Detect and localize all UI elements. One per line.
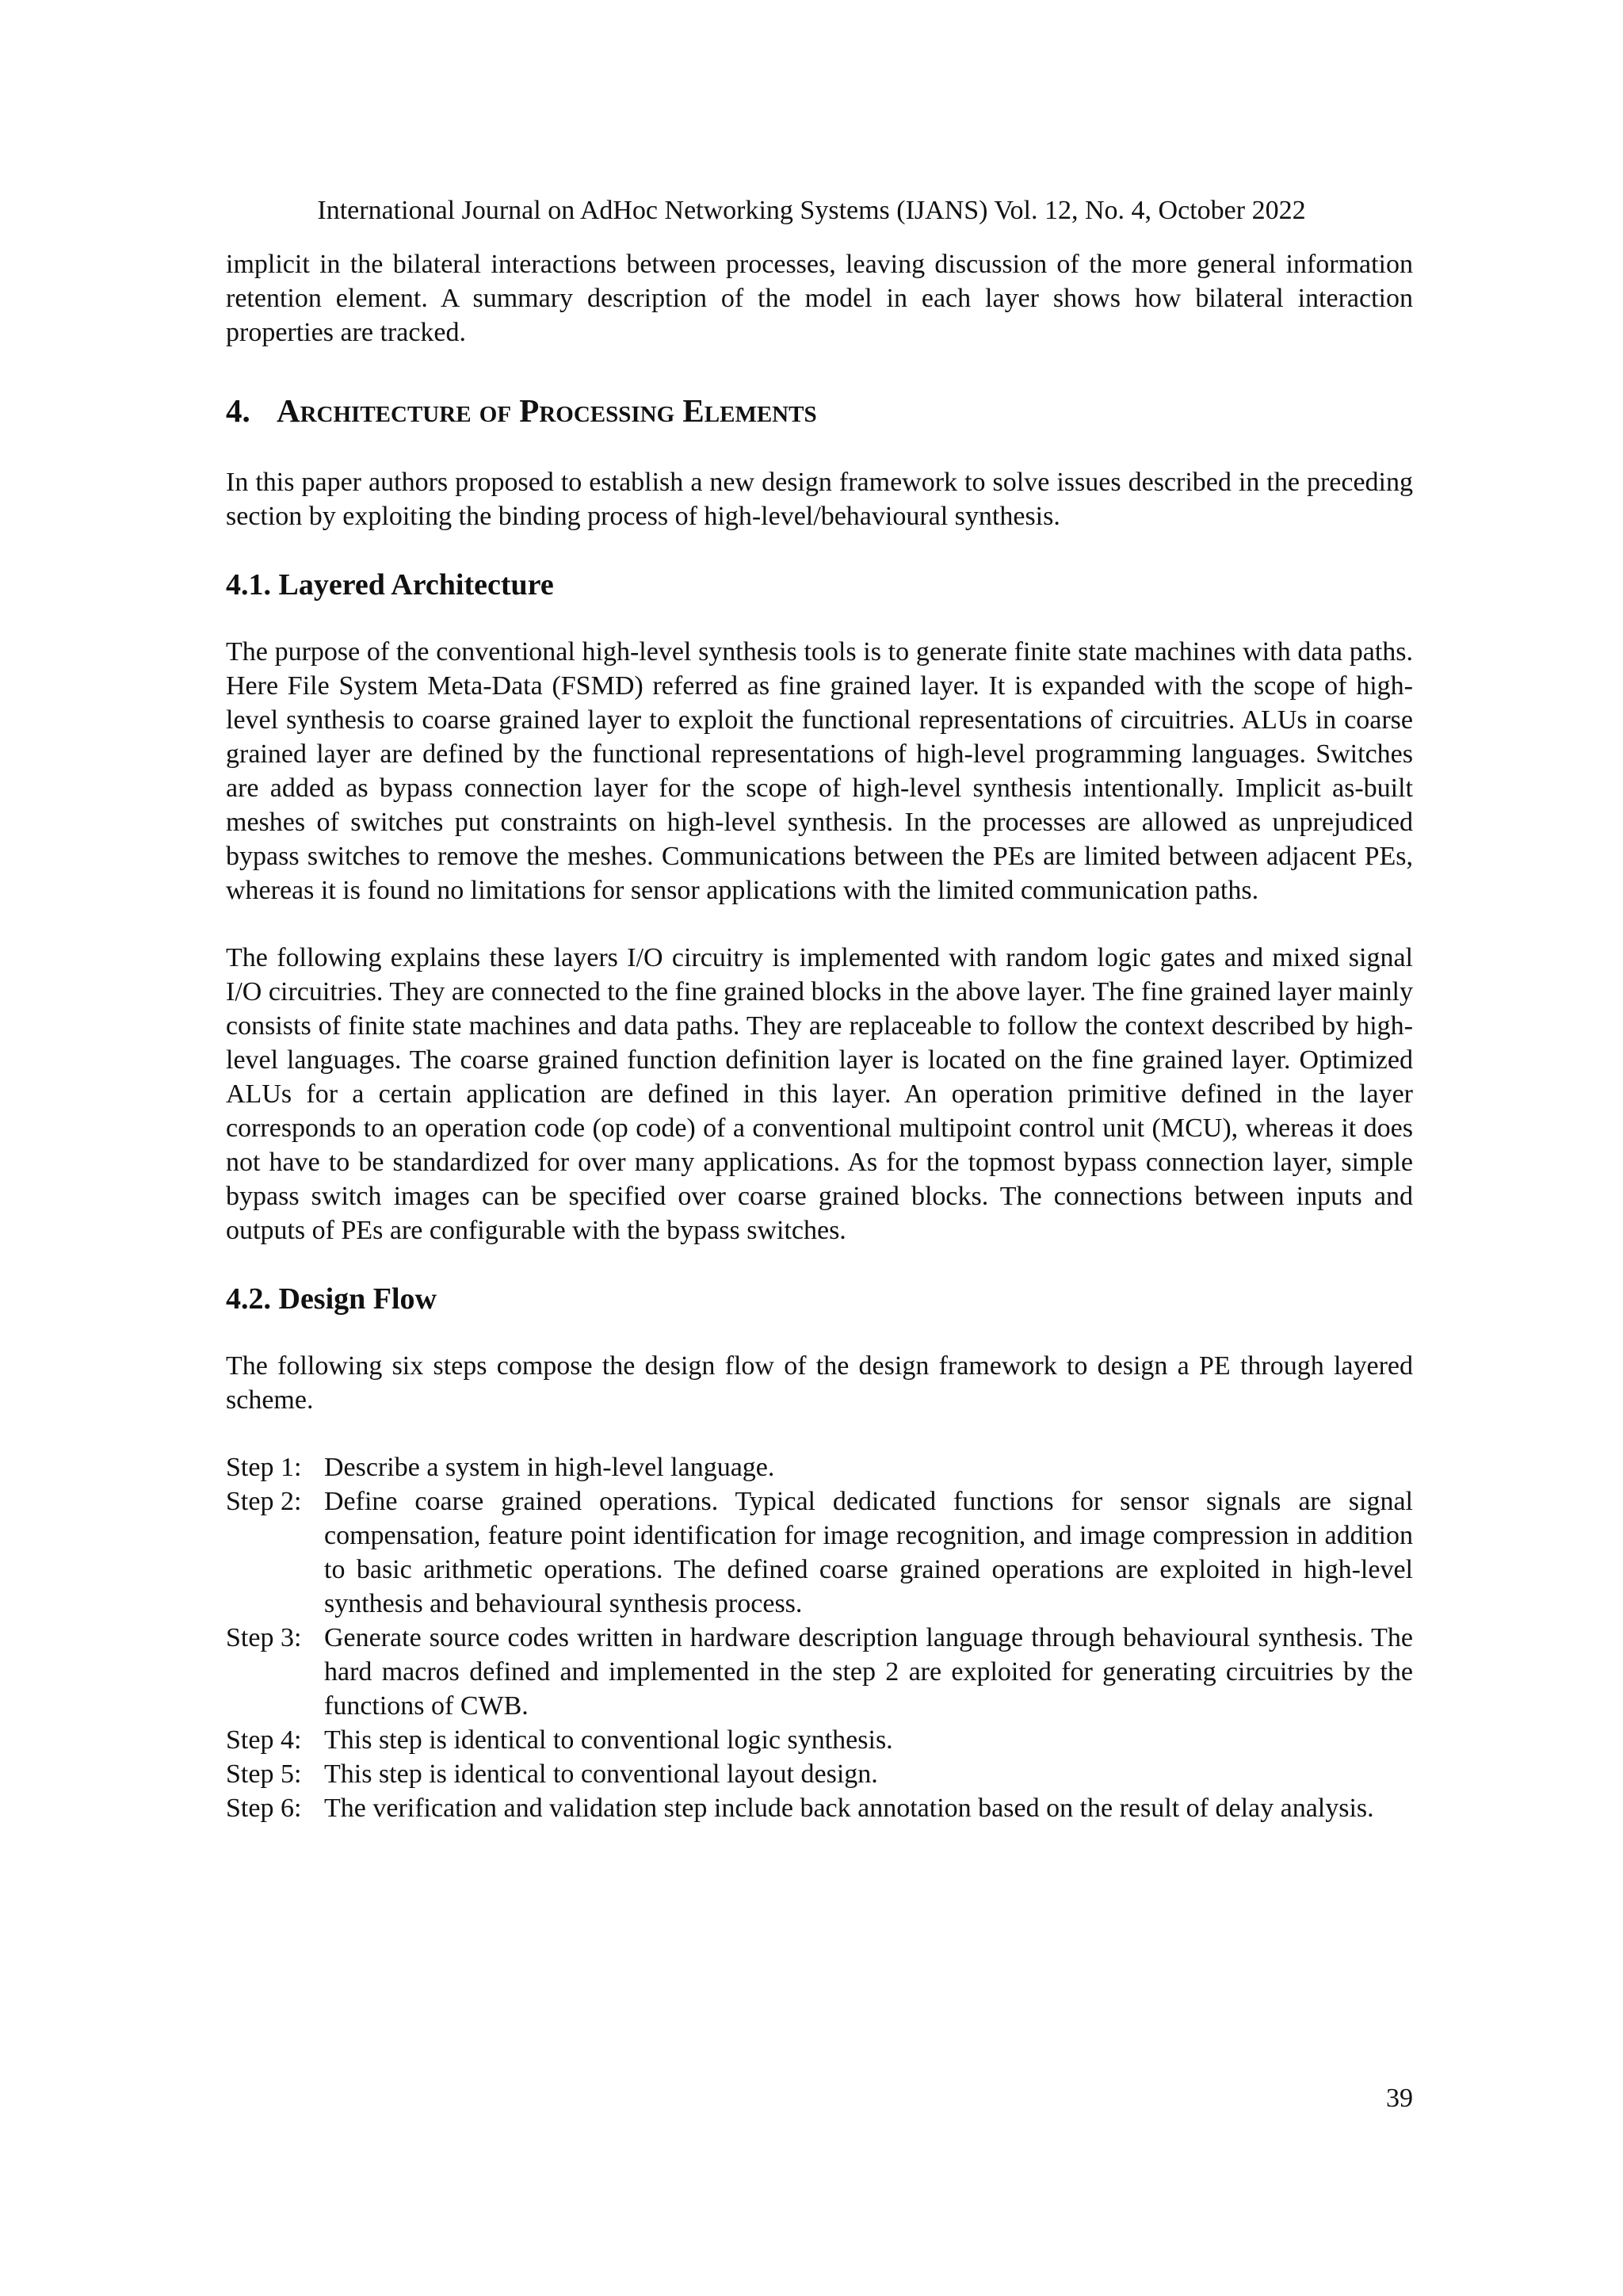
step-text: Describe a system in high-level language. bbox=[324, 1453, 775, 1482]
design-flow-steps bbox=[226, 1450, 1413, 1825]
running-header: International Journal on AdHoc Networking Systems (IJANS) Vol. 12, No. 4, October 2022 bbox=[317, 196, 1306, 225]
step-item bbox=[226, 1621, 1413, 1723]
step-item bbox=[226, 1450, 1413, 1484]
step-item bbox=[226, 1791, 1413, 1825]
section-4-number: 4. bbox=[226, 392, 250, 429]
step-label: Step 5: bbox=[226, 1759, 302, 1789]
intro-paragraph: implicit in the bilateral interactions between processes, leaving discussion of the more general information retention element. A summary description of the model in each layer shows how bilateral interaction properties are tracked. bbox=[226, 250, 1413, 347]
step-item bbox=[226, 1723, 1413, 1757]
page-number: 39 bbox=[1386, 2084, 1413, 2113]
step-text: This step is identical to conventional layout design. bbox=[324, 1759, 878, 1789]
step-item bbox=[226, 1484, 1413, 1621]
step-text: This step is identical to conventional logic synthesis. bbox=[324, 1725, 893, 1755]
subsection-4-1-paragraph-1: The purpose of the conventional high-level synthesis tools is to generate finite state machines with data paths. Here File System Meta-Data (FSMD) referred as fine grained layer. It is expanded with the scope of high-level synthesis to coarse grained layer to exploit the functional representations of circuitries. ALUs in coarse grained layer are defined by the functional representations of high-level programming languages. Switches are added as bypass connection layer for the scope of high-level synthesis intentionally. Implicit as-built meshes of switches put constraints on high-level synthesis. In the processes are allowed as unprejudiced bypass switches to remove the meshes. Communications between the PEs are limited between adjacent PEs, whereas it is found no limitations for sensor applications with the limited communication paths. bbox=[226, 637, 1413, 905]
page-content bbox=[226, 247, 1413, 1825]
step-item bbox=[226, 1757, 1413, 1791]
step-text: The verification and validation step include back annotation based on the result of delay analysis. bbox=[324, 1794, 1374, 1823]
step-label: Step 4: bbox=[226, 1725, 302, 1755]
subsection-4-2-paragraph: The following six steps compose the design flow of the design framework to design a PE through layered scheme. bbox=[226, 1351, 1413, 1415]
section-4-paragraph: In this paper authors proposed to establish a new design framework to solve issues described in the preceding section by exploiting the binding process of high-level/behavioural synthesis. bbox=[226, 468, 1413, 531]
subsection-4-2-heading: 4.2. Design Flow bbox=[226, 1282, 437, 1316]
subsection-4-1-paragraph-2: The following explains these layers I/O circuitry is implemented with random logic gates and mixed signal I/O circuitries. They are connected to the fine grained blocks in the above layer. The fine grained layer mainly consists of finite state machines and data paths. They are replaceable to follow the context described by high-level languages. The coarse grained function definition layer is located on the fine grained layer. Optimized ALUs for a certain application are defined in this layer. An operation primitive defined in the layer corresponds to an operation code (op code) of a conventional multipoint control unit (MCU), whereas it does not have to be standardized for over many applications. As for the topmost bypass connection layer, simple bypass switch images can be specified over coarse grained blocks. The connections between inputs and outputs of PEs are configurable with the bypass switches. bbox=[226, 943, 1413, 1245]
section-4-heading bbox=[226, 391, 1413, 430]
subsection-4-1-heading: 4.1. Layered Architecture bbox=[226, 568, 554, 602]
step-text: Generate source codes written in hardware description language through behavioural synthesis. The hard macros defined and implemented in the step 2 are exploited for generating circuitries by the functions of CWB. bbox=[324, 1623, 1413, 1721]
step-label: Step 6: bbox=[226, 1794, 302, 1823]
step-label: Step 2: bbox=[226, 1487, 302, 1516]
step-text: Define coarse grained operations. Typical dedicated functions for sensor signals are signal compensation, feature point identification for image recognition, and image compression in addition to basic arithmetic operations. The defined coarse grained operations are exploited in high-level synthesis and behavioural synthesis process. bbox=[324, 1487, 1413, 1618]
step-label: Step 1: bbox=[226, 1453, 302, 1482]
step-label: Step 3: bbox=[226, 1623, 302, 1652]
section-4-title: Architecture of Processing Elements bbox=[277, 392, 817, 429]
